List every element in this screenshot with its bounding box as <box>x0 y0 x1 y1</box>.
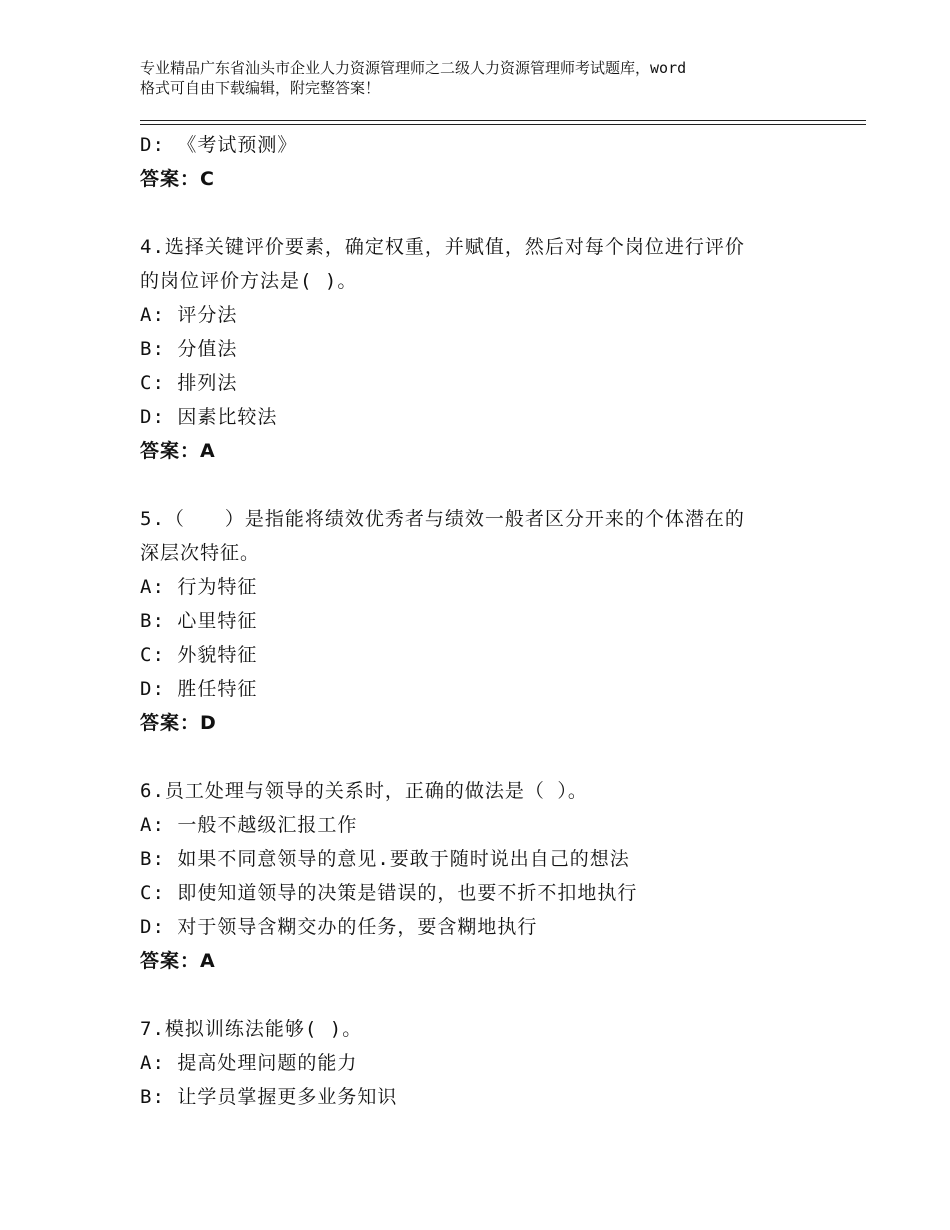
document-header <box>140 58 830 98</box>
question-stem-cont: 的岗位评价方法是( )。 <box>140 270 358 292</box>
question-stem: 5.（ ）是指能将绩效优秀者与绩效一般者区分开来的个体潜在的 <box>140 508 745 530</box>
question-list <box>140 128 840 1114</box>
option-a: A: 一般不越级汇报工作 <box>140 814 358 836</box>
option-b: B: 如果不同意领导的意见.要敢于随时说出自己的想法 <box>140 848 630 870</box>
option-b: B: 分值法 <box>140 338 238 360</box>
answer-label: 答案：A <box>140 440 216 462</box>
option-b: B: 让学员掌握更多业务知识 <box>140 1086 398 1108</box>
question-stem: 6.员工处理与领导的关系时，正确的做法是（ ）。 <box>140 780 588 802</box>
option-c: C: 外貌特征 <box>140 644 258 666</box>
question-stem: 7.模拟训练法能够( )。 <box>140 1018 363 1040</box>
question-stem: 4.选择关键评价要素，确定权重，并赋值，然后对每个岗位进行评价 <box>140 236 745 258</box>
spacer <box>140 196 840 230</box>
option-d: D: 胜任特征 <box>140 678 258 700</box>
question-6 <box>140 774 840 978</box>
spacer <box>140 468 840 502</box>
option-d: D: 因素比较法 <box>140 406 278 428</box>
question-4 <box>140 230 840 468</box>
answer-label: 答案：D <box>140 712 217 734</box>
option-d: D: 对于领导含糊交办的任务，要含糊地执行 <box>140 916 538 938</box>
option-c: C: 排列法 <box>140 372 238 394</box>
option-b: B: 心里特征 <box>140 610 258 632</box>
option-d: D: 《考试预测》 <box>140 134 298 156</box>
spacer <box>140 740 840 774</box>
question-5 <box>140 502 840 740</box>
header-line-2: 格式可自由下载编辑，附完整答案！ <box>140 79 381 97</box>
answer-label: 答案：A <box>140 950 216 972</box>
answer-label: 答案：C <box>140 168 215 190</box>
spacer <box>140 978 840 1012</box>
question-stem-cont: 深层次特征。 <box>140 542 261 564</box>
option-a: A: 行为特征 <box>140 576 258 598</box>
question-7 <box>140 1012 840 1114</box>
option-a: A: 评分法 <box>140 304 238 326</box>
header-line-1: 专业精品广东省汕头市企业人力资源管理师之二级人力资源管理师考试题库，word <box>140 59 687 77</box>
option-c: C: 即使知道领导的决策是错误的，也要不折不扣地执行 <box>140 882 638 904</box>
header-divider-thin <box>140 124 866 125</box>
header-divider <box>140 120 866 121</box>
option-a: A: 提高处理问题的能力 <box>140 1052 358 1074</box>
